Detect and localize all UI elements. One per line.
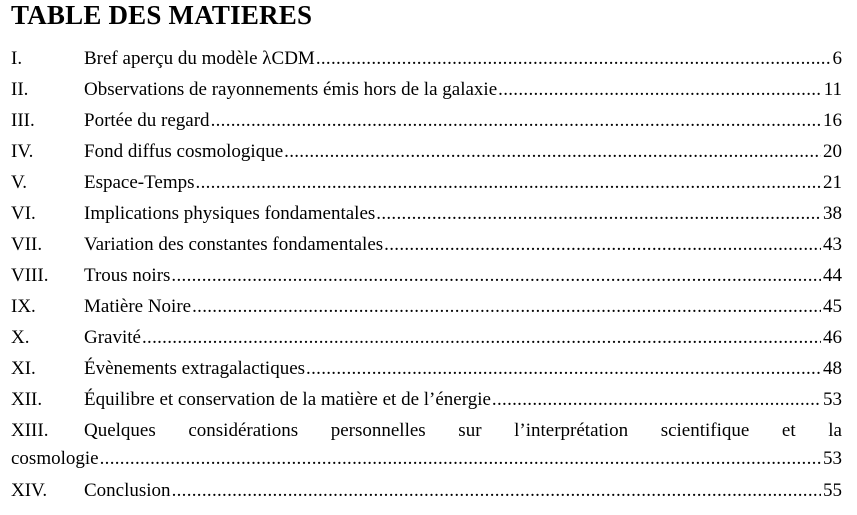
toc-entry-label: Observations de rayonnements émis hors de la galaxie: [84, 79, 498, 100]
toc-word: sur: [458, 420, 482, 441]
toc-word: la: [828, 420, 842, 441]
toc-entry-label: Conclusion: [84, 480, 171, 501]
toc-dot-leader: [100, 443, 821, 474]
toc-entry-number: X.: [11, 327, 30, 348]
toc-entry-page: 53: [823, 448, 842, 469]
toc-entry-page: 44: [823, 265, 842, 286]
toc-dot-leader: [306, 353, 821, 384]
toc-entry-11[interactable]: [11, 353, 842, 384]
toc-entry-4[interactable]: [11, 136, 842, 167]
toc-entry-number: XI.: [11, 358, 36, 379]
toc-entry-number: XIII.: [11, 420, 49, 441]
toc-dot-leader: [192, 291, 821, 322]
toc-entry-12[interactable]: [11, 384, 842, 415]
toc-entry-number: IX.: [11, 296, 36, 317]
toc-word: et: [781, 420, 796, 441]
toc-entry-2[interactable]: [11, 74, 842, 105]
toc-entry-9[interactable]: [11, 291, 842, 322]
toc-entry-label: Portée du regard: [84, 110, 210, 131]
toc-entry-number: II.: [11, 79, 29, 100]
toc-dot-leader: [384, 229, 821, 260]
toc-entry-label: Fond diffus cosmologique: [84, 141, 284, 162]
toc-entry-number: III.: [11, 110, 35, 131]
toc-entry-number: XIV.: [11, 480, 48, 501]
toc-entry-number: VI.: [11, 203, 36, 224]
toc-entry-1[interactable]: [11, 43, 842, 74]
toc-entry-label: Variation des constantes fondamentales: [84, 234, 384, 255]
toc-entry-14[interactable]: [11, 475, 842, 506]
toc-entry-label: Évènements extragalactiques: [84, 358, 306, 379]
toc-entry-label-line2: cosmologie: [11, 448, 99, 469]
toc-entry-page: 11: [823, 79, 842, 100]
toc-dot-leader: [284, 136, 821, 167]
toc-entry-10[interactable]: [11, 322, 842, 353]
toc-entry-7[interactable]: [11, 229, 842, 260]
toc-entry-number: V.: [11, 172, 28, 193]
toc-entry-8[interactable]: [11, 260, 842, 291]
toc-entry-6[interactable]: [11, 198, 842, 229]
toc-entry-page: 38: [823, 203, 842, 224]
toc-word: considérations: [188, 420, 299, 441]
toc-entry-page: 53: [823, 389, 842, 410]
toc-entry-page: 46: [823, 327, 842, 348]
toc-entry-number: XII.: [11, 389, 43, 410]
toc-entry-label: Équilibre et conservation de la matière et de l’énergie: [84, 389, 491, 410]
toc-entry-3[interactable]: [11, 105, 842, 136]
toc-entry-label: Matière Noire: [84, 296, 192, 317]
toc-title: TABLE DES MATIERES: [11, 0, 313, 30]
toc-entry-label: Implications physiques fondamentales: [84, 203, 376, 224]
toc-entry-13[interactable]: [11, 415, 842, 475]
toc-entry-5[interactable]: [11, 167, 842, 198]
toc-entry-page: 6: [832, 48, 842, 69]
toc-dot-leader: [211, 105, 821, 136]
toc-dot-leader: [498, 74, 822, 105]
toc-entry-page: 55: [823, 480, 842, 501]
toc-entry-number: I.: [11, 48, 23, 69]
toc-dot-leader: [196, 167, 821, 198]
toc-entry-page: 48: [823, 358, 842, 379]
toc-entry-page: 45: [823, 296, 842, 317]
toc-entry-label: Espace-Temps: [84, 172, 195, 193]
toc-word: personnelles: [330, 420, 426, 441]
toc-dot-leader: [316, 43, 831, 74]
toc-word: scientifique: [660, 420, 750, 441]
toc-entry-label: Bref aperçu du modèle λCDM: [84, 48, 315, 69]
toc-entry-page: 43: [823, 234, 842, 255]
toc-entry-number: IV.: [11, 141, 34, 162]
toc-entry-page: 21: [823, 172, 842, 193]
toc-dot-leader: [142, 322, 821, 353]
toc-dot-leader: [172, 475, 821, 506]
toc-dot-leader: [492, 384, 821, 415]
toc-entry-number: VII.: [11, 234, 43, 255]
toc-entry-label: Gravité: [84, 327, 141, 348]
toc-word: Quelques: [84, 420, 156, 441]
toc-word: l’interprétation: [514, 420, 629, 441]
toc-dot-leader: [376, 198, 821, 229]
toc-entry-page: 20: [823, 141, 842, 162]
toc-dot-leader: [171, 260, 821, 291]
table-of-contents: [11, 43, 842, 506]
toc-entry-label-line1: [84, 415, 842, 446]
toc-entry-page: 16: [823, 110, 842, 131]
toc-entry-label: Trous noirs: [84, 265, 171, 286]
toc-entry-number: VIII.: [11, 265, 49, 286]
